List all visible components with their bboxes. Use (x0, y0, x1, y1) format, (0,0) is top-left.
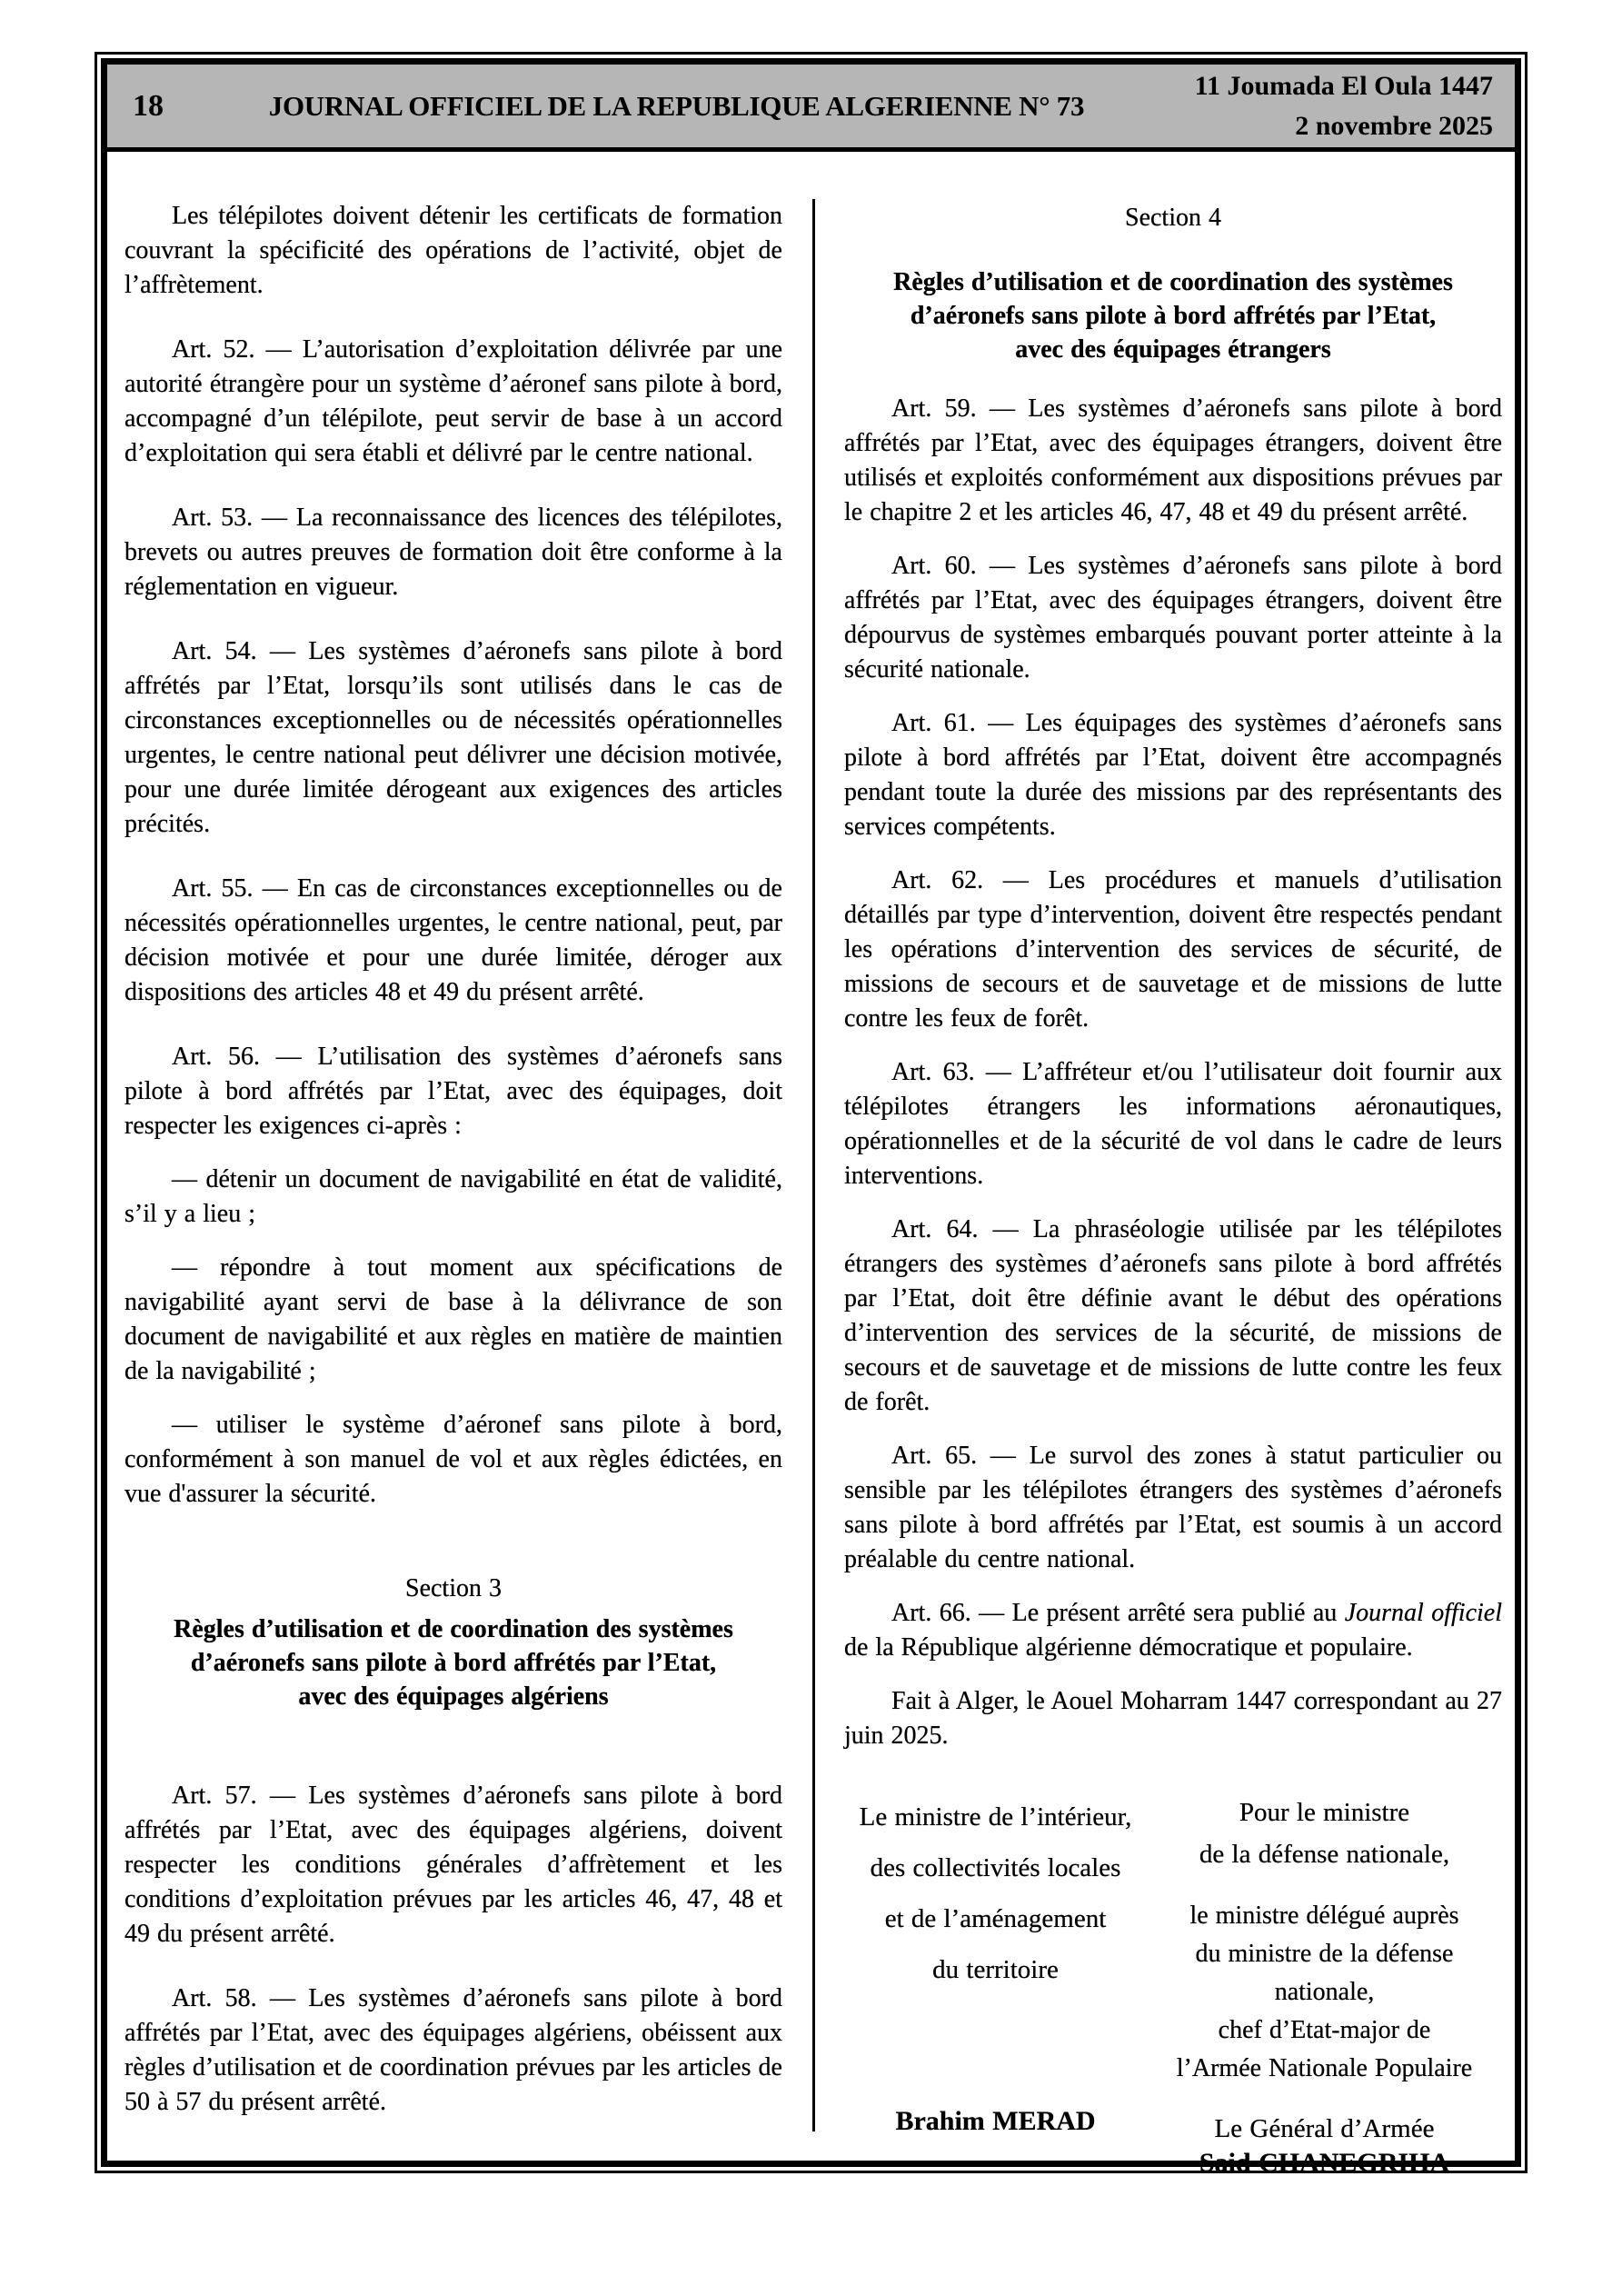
text-segment: Art. 66. — Le présent arrêté sera publié au (891, 1599, 1345, 1627)
signatory-defense-name: Said CHANEGRIHA (1199, 2148, 1450, 2178)
title-line: d’aéronefs sans pilote à bord affrétés par l’Etat, (190, 1649, 717, 1677)
title-line: Règles d’utilisation et de coordination des systèmes (893, 268, 1453, 296)
sig-title-line: chef d’Etat-major de (1218, 2016, 1431, 2044)
article-paragraph: Les télépilotes doivent détenir les certificats de formation couvrant la spécificité des opérations de l’activité, objet de l’affrètement. (124, 202, 782, 299)
sig-title-line: le ministre délégué auprès (1189, 1902, 1459, 1930)
signatory-defense-intro (1147, 1792, 1502, 1875)
article-paragraph (844, 1596, 1502, 1665)
signatory-defense-rank: Le Général d’Armée (1214, 2114, 1435, 2143)
journal-title: JOURNAL OFFICIEL DE LA REPUBLIQUE ALGERIENNE N° 73 (268, 89, 1085, 122)
text-segment: de la République algérienne démocratique et populaire. (844, 1633, 1413, 1662)
article-paragraph: Art. 55. — En cas de circonstances exceptionnelles ou de nécessités opérationnelles urgentes, le centre national, peut, par décision motivée et pour une durée limitée, déroger aux dispositions des articles 48 et 49 du présent arrêté. (124, 874, 782, 1006)
right-column-text (844, 201, 1502, 1753)
article-paragraph: Art. 59. — Les systèmes d’aéronefs sans pilote à bord affrétés par l’Etat, avec des équipages étrangers, doivent être utilisés et exploités conformément aux dispositions prévues par le chapitre 2 et les articles 46, 47, 48 et 49 du présent arrêté. (844, 394, 1502, 526)
section-label: Section 3 (405, 1574, 502, 1602)
column-divider (812, 199, 815, 2131)
article-paragraph: Art. 53. — La reconnaissance des licences des télépilotes, brevets ou autres preuves de formation doit être conforme à la réglementation en vigueur. (124, 504, 782, 601)
article-paragraph: Art. 62. — Les procédures et manuels d’utilisation détaillés par type d’intervention, doivent être respectés pendant les opérations d’intervention des services de sécurité, de missions de secours et de sauvetage et de missions de lutte contre les feux de forêt. (844, 866, 1502, 1033)
section-title (844, 265, 1502, 366)
signatory-defense (1147, 1792, 1502, 2178)
signature-block (844, 1792, 1502, 2178)
signatory-interior (844, 1792, 1147, 2139)
date-hijri: 11 Joumada El Oula 1447 (1194, 70, 1493, 101)
article-paragraph: Art. 57. — Les systèmes d’aéronefs sans pilote à bord affrétés par l’Etat, avec des équipages algériens, doivent respecter les conditions générales d’affrètement et les conditions d’exploitation prévues par les articles 46, 47, 48 et 49 du présent arrêté. (124, 1782, 782, 1948)
sig-title-line: Le ministre de l’intérieur, (859, 1802, 1132, 1832)
article-paragraph: Art. 61. — Les équipages des systèmes d’aéronefs sans pilote à bord affrétés par l’Etat, doivent être accompagnés pendant toute la durée des missions par des représentants des services compétents. (844, 709, 1502, 841)
date-block (1143, 66, 1515, 146)
italic-text: Journal officiel (1344, 1599, 1502, 1627)
sig-title-line: l’Armée Nationale Populaire (1176, 2054, 1473, 2082)
article-paragraph: Art. 65. — Le survol des zones à statut particulier ou sensible par les télépilotes étrangers des systèmes d’aéronefs sans pilote à bord affrétés par l’Etat, est soumis à un accord préalable du centre national. (844, 1442, 1502, 1573)
title-line: d’aéronefs sans pilote à bord affrétés par l’Etat, (910, 302, 1437, 330)
article-paragraph: Art. 56. — L’utilisation des systèmes d’aéronefs sans pilote à bord affrétés par l’Etat, avec des équipages, doit respecter les exigences ci-après : (124, 1043, 782, 1140)
title-line: avec des équipages algériens (298, 1682, 609, 1711)
article-paragraph: Art. 60. — Les systèmes d’aéronefs sans pilote à bord affrétés par l’Etat, avec des équipages étrangers, doivent être dépourvus de systèmes embarqués pouvant porter atteinte à la sécurité nationale. (844, 552, 1502, 684)
section-label: Section 4 (1125, 204, 1221, 232)
article-paragraph: Art. 64. — La phraséologie utilisée par les télépilotes étrangers des systèmes d’aéronefs sans pilote à bord affrétés par l’Etat, doit être définie avant le début des opérations d’intervention des services de la sécurité, de missions de secours et de sauvetage et de missions de lutte contre les feux de forêt. (844, 1215, 1502, 1416)
sig-title-line: et de l’aménagement (884, 1904, 1107, 1933)
sig-title-line: des collectivités locales (870, 1853, 1121, 1882)
date-gregorian: 2 novembre 2025 (1295, 110, 1493, 141)
section-title (124, 1612, 782, 1713)
article-paragraph: Art. 63. — L’affréteur et/ou l’utilisateur doit fournir aux télépilotes étrangers les informations aéronautiques, opérationnelles et de la sécurité de vol dans le cadre de leurs interventions. (844, 1058, 1502, 1190)
page-header (107, 65, 1515, 152)
list-item-dash: — utiliser le système d’aéronef sans pilote à bord, conformément à son manuel de vol et aux règles édictées, en vue d'assurer la sécurité. (124, 1411, 782, 1508)
left-column (124, 199, 782, 2120)
list-item-dash: — détenir un document de navigabilité en état de validité, s’il y a lieu ; (124, 1165, 782, 1228)
sig-title-line: du territoire (932, 1955, 1059, 1984)
signatory-defense-delegate (1147, 1897, 1502, 2088)
article-paragraph: Art. 52. — L’autorisation d’exploitation délivrée par une autorité étrangère pour un système d’aéronef sans pilote à bord, accompagné d’un télépilote, peut servir de base à un accord d’exploitation qui sera établi et délivré par le centre national. (124, 335, 782, 467)
sig-title-line: du ministre de la défense nationale, (1195, 1940, 1454, 2006)
article-paragraph: Fait à Alger, le Aouel Moharram 1447 correspondant au 27 juin 2025. (844, 1687, 1502, 1750)
title-line: Règles d’utilisation et de coordination des systèmes (174, 1615, 733, 1643)
article-paragraph: Art. 58. — Les systèmes d’aéronefs sans pilote à bord affrétés par l’Etat, avec des équipages algériens, obéissent aux règles d’utilisation et de coordination prévues par les articles de 50 à 57 du présent arrêté. (124, 1984, 782, 2116)
list-item-dash: — répondre à tout moment aux spécifications de navigabilité ayant servi de base à la délivrance de son document de navigabilité et aux règles en matière de maintien de la navigabilité ; (124, 1253, 782, 1385)
page-number: 18 (133, 88, 164, 123)
sig-title-line: de la défense nationale, (1199, 1840, 1450, 1869)
sig-title-line: Pour le ministre (1239, 1798, 1410, 1827)
right-column (844, 201, 1502, 2178)
signatory-interior-title (844, 1792, 1147, 1995)
signatory-interior-name: Brahim MERAD (895, 2106, 1096, 2136)
title-line: avec des équipages étrangers (1015, 335, 1331, 364)
article-paragraph: Art. 54. — Les systèmes d’aéronefs sans pilote à bord affrétés par l’Etat, lorsqu’ils sont utilisés dans le cas de circonstances exceptionnelles ou de nécessités opérationnelles urgentes, le centre national peut délivrer une décision motivée, pour une durée limitée dérogeant aux exigences des articles précités. (124, 637, 782, 838)
